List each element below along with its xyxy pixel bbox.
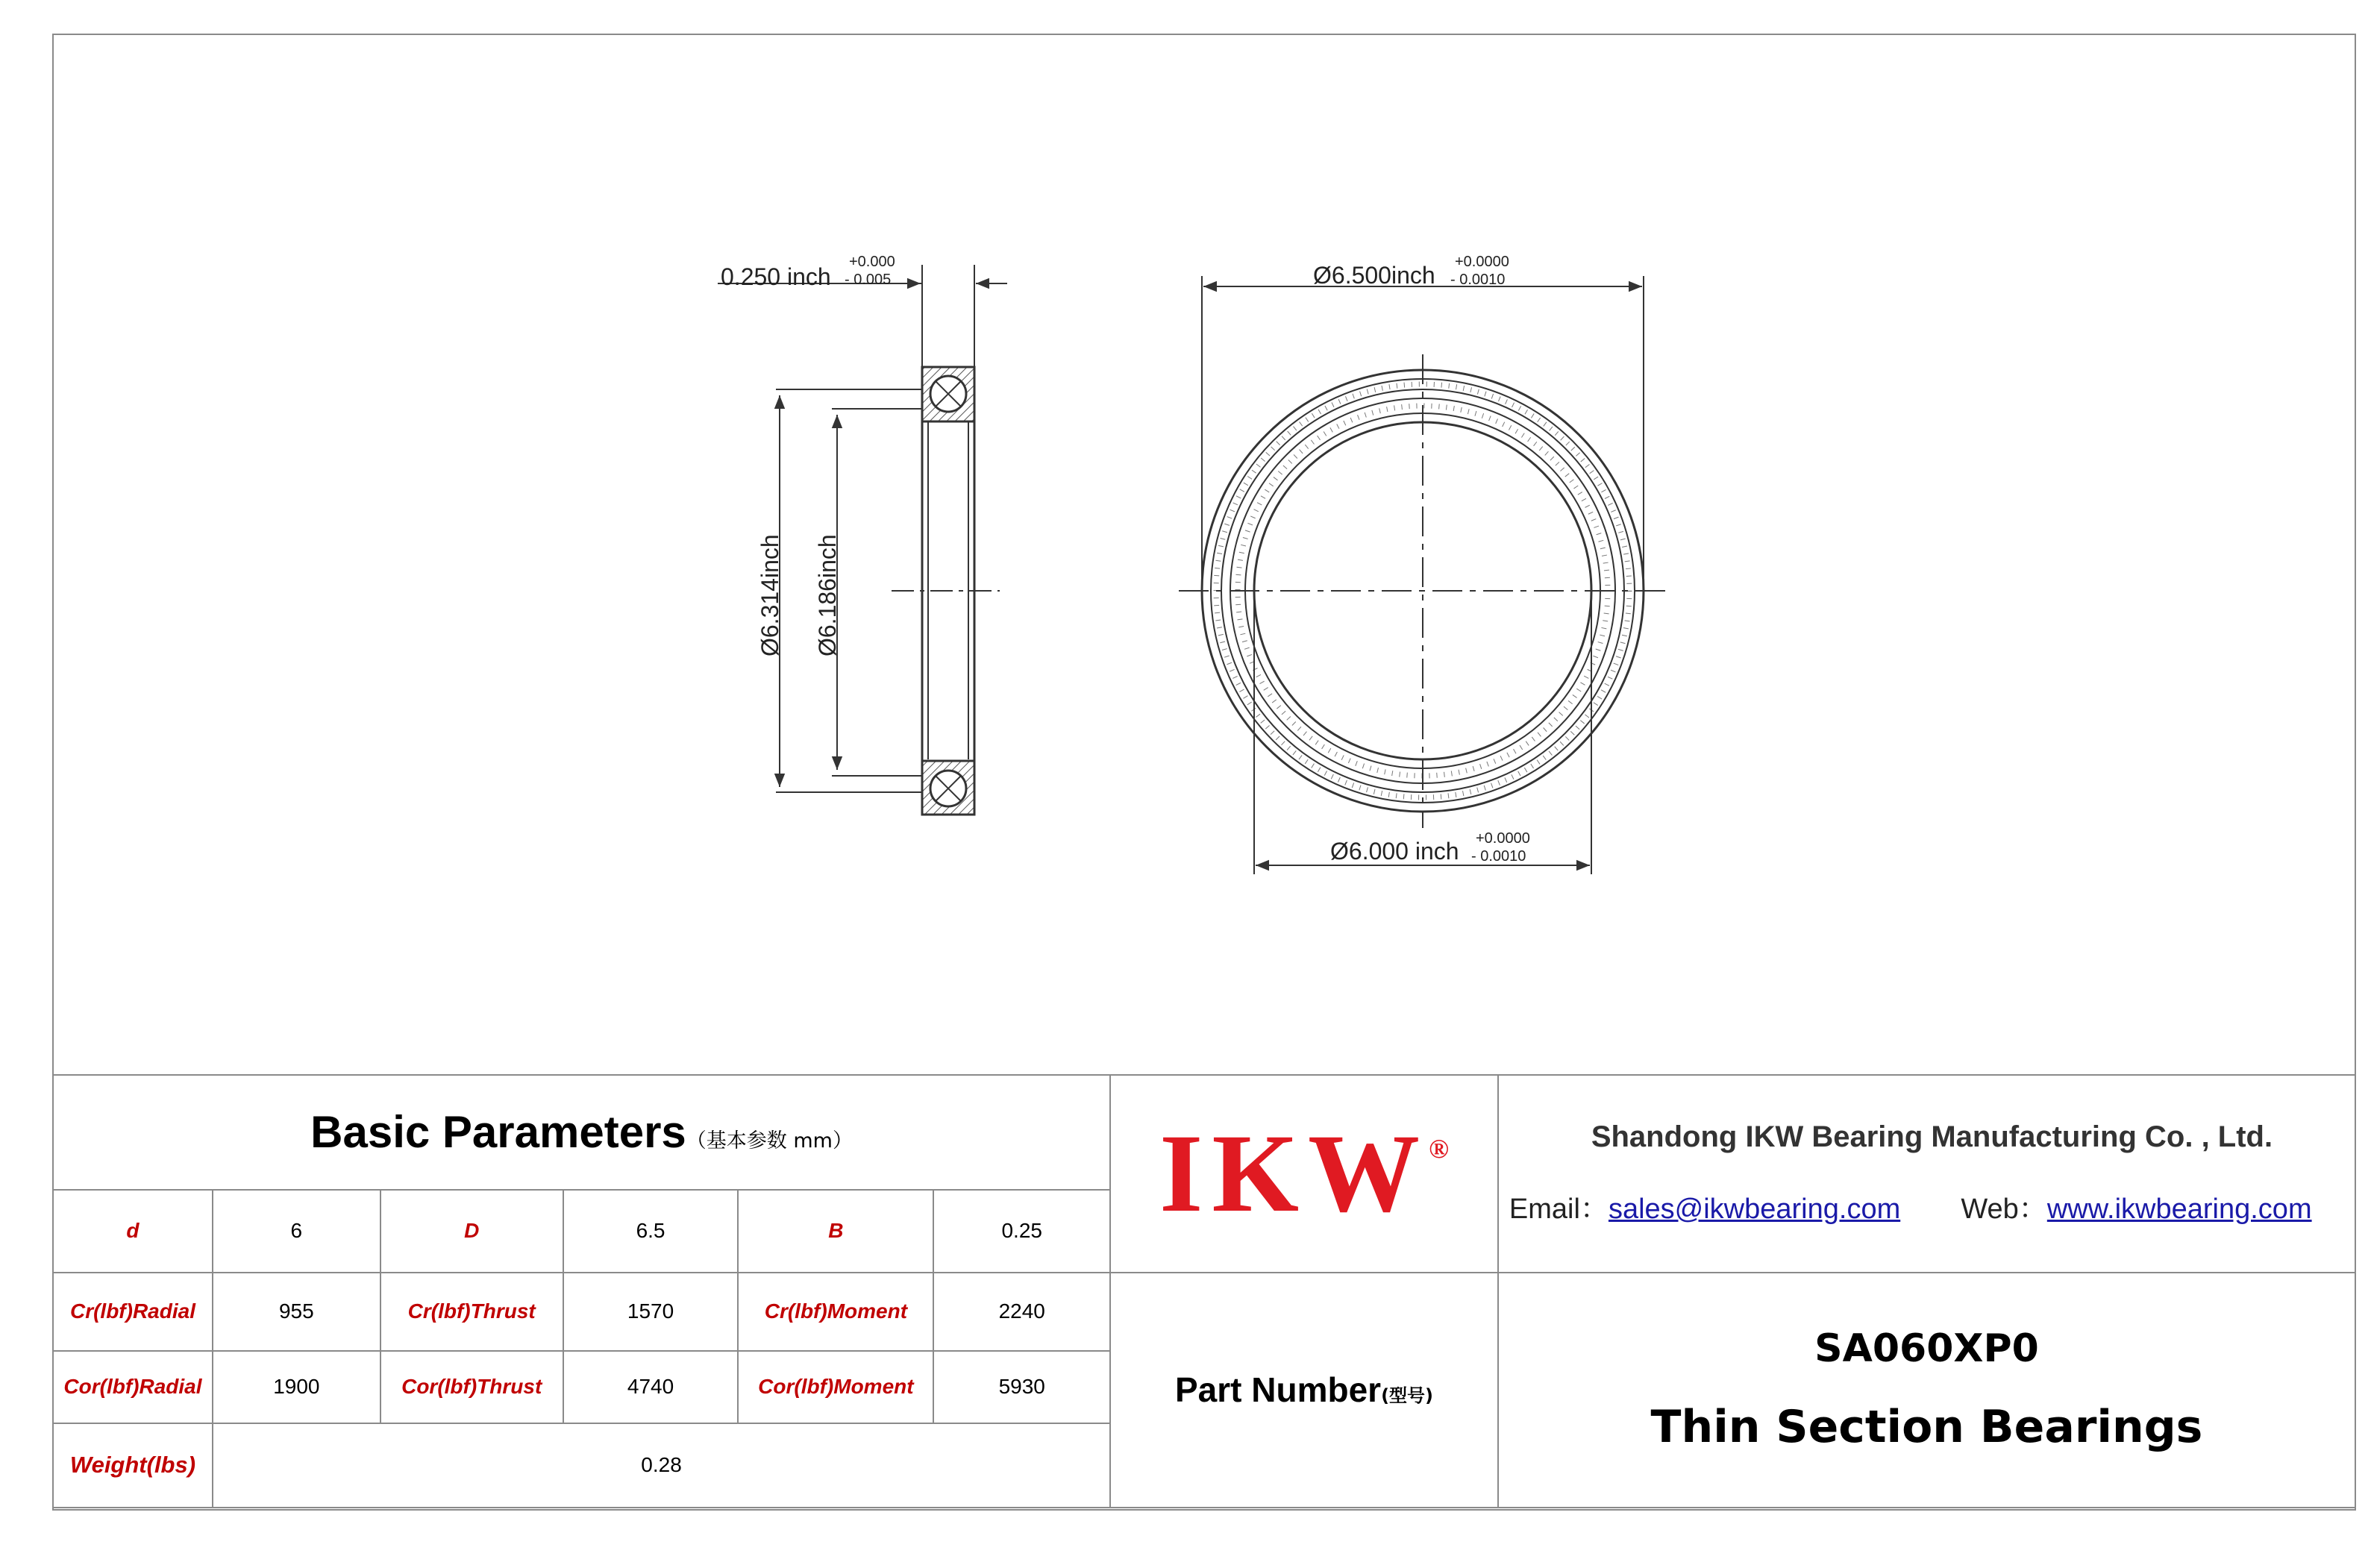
ikw-logo: IKW® [1159,1111,1449,1236]
email-label: Email： [1509,1194,1609,1226]
part-number-cell [1498,1273,2355,1508]
od-dimension-value: Ø6.500inch [1313,262,1435,289]
param-label: B [738,1190,933,1273]
param-label: Cr(lbf)Moment [738,1273,933,1351]
part-number: SA060XP0 [1814,1326,2039,1372]
basic-parameters-header [53,1075,1110,1190]
param-value: 1570 [563,1273,739,1351]
param-label: Cor(lbf)Thrust [380,1351,563,1423]
param-value: 5930 [933,1351,1110,1423]
title-block [52,1074,2356,1508]
company-info [1498,1075,2355,1273]
od-tolerance-upper: +0.0000 [1455,254,1509,270]
side-view-dimension-text [721,254,895,656]
weight-value: 0.28 [213,1423,1110,1508]
part-number-label-sub: (型号) [1381,1385,1434,1407]
part-number-label-cell [1110,1273,1498,1508]
product-type: Thin Section Bearings [1650,1401,2203,1454]
bottom-section [922,761,974,815]
front-view-dimension-text [1313,254,1530,865]
width-tolerance-lower: - 0.005 [845,272,892,288]
inner-land-dimension: Ø6.186inch [814,534,841,656]
company-name: Shandong IKW Bearing Manufacturing Co. , Ltd. [1591,1120,2273,1154]
param-value: 1900 [213,1351,380,1423]
param-value: 2240 [933,1273,1110,1351]
param-value: 0.25 [933,1190,1110,1273]
param-label: Cr(lbf)Radial [53,1273,213,1351]
basic-parameters-subtitle: （基本参数 mm） [686,1129,853,1153]
outer-land-dimension: Ø6.314inch [757,534,783,656]
web-label: Web： [1961,1194,2047,1226]
contact-line [1509,1185,2355,1226]
weight-label: Weight(lbs) [53,1423,213,1508]
bore-dimension-value: Ø6.000 inch [1330,838,1459,865]
param-label: d [53,1190,213,1273]
param-value: 6.5 [563,1190,739,1273]
bore-tolerance-lower: - 0.0010 [1471,848,1526,865]
param-value: 955 [213,1273,380,1351]
bore-tolerance-upper: +0.0000 [1476,830,1530,847]
front-view [1179,276,1665,874]
param-value: 4740 [563,1351,739,1423]
part-number-label: Part Number [1175,1370,1382,1410]
top-section [922,367,974,421]
basic-parameters-title: Basic Parameters [310,1107,686,1158]
width-tolerance-upper: +0.000 [849,254,895,270]
width-dimension-value: 0.250 inch [721,263,831,290]
param-label: Cor(lbf)Moment [738,1351,933,1423]
param-label: D [380,1190,563,1273]
email-link[interactable]: sales@ikwbearing.com [1608,1194,1901,1226]
logo-cell [1110,1075,1498,1273]
param-row-dynamic-load [53,1273,2355,1351]
od-tolerance-lower: - 0.0010 [1450,272,1506,288]
web-link[interactable]: www.ikwbearing.com [2046,1194,2312,1226]
param-label: Cr(lbf)Thrust [380,1273,563,1351]
param-label: Cor(lbf)Radial [53,1351,213,1423]
param-value: 6 [213,1190,380,1273]
